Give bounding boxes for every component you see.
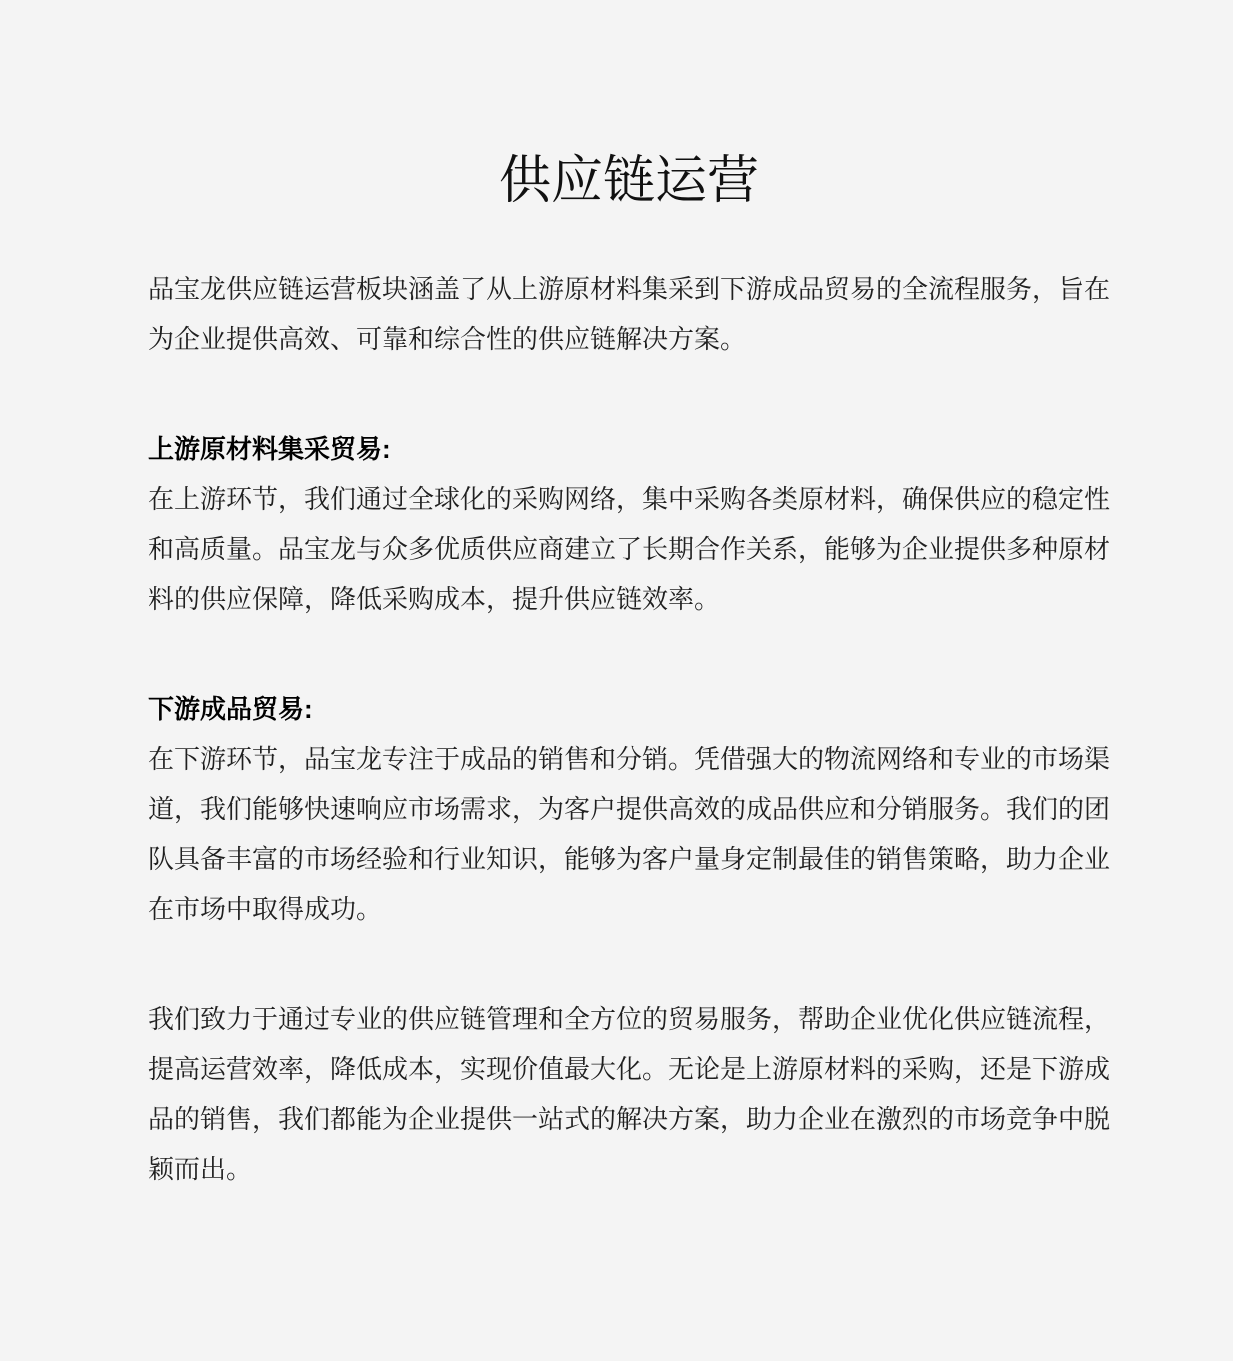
section-downstream	[148, 684, 1110, 934]
closing-paragraph: 我们致力于通过专业的供应链管理和全方位的贸易服务，帮助企业优化供应链流程，提高运营效率，降低成本，实现价值最大化。无论是上游原材料的采购，还是下游成品的销售，我们都能为企业提供一站式的解决方案，助力企业在激烈的市场竞争中脱颖而出。	[148, 1004, 1111, 1184]
section-upstream	[148, 424, 1110, 624]
section-body-upstream: 在上游环节，我们通过全球化的采购网络，集中采购各类原材料，确保供应的稳定性和高质量。品宝龙与众多优质供应商建立了长期合作关系，能够为企业提供多种原材料的供应保障，降低采购成本，提升供应链效率。	[148, 484, 1111, 614]
section-heading-downstream: 下游成品贸易:	[148, 694, 313, 724]
section-body-downstream: 在下游环节，品宝龙专注于成品的销售和分销。凭借强大的物流网络和专业的市场渠道，我们能够快速响应市场需求，为客户提供高效的成品供应和分销服务。我们的团队具备丰富的市场经验和行业知识，能够为客户量身定制最佳的销售策略，助力企业在市场中取得成功。	[148, 744, 1111, 924]
page-title: 供应链运营	[498, 152, 759, 210]
intro-paragraph: 品宝龙供应链运营板块涵盖了从上游原材料集采到下游成品贸易的全流程服务，旨在为企业提供高效、可靠和综合性的供应链解决方案。	[148, 274, 1111, 354]
section-heading-upstream: 上游原材料集采贸易:	[148, 434, 391, 464]
